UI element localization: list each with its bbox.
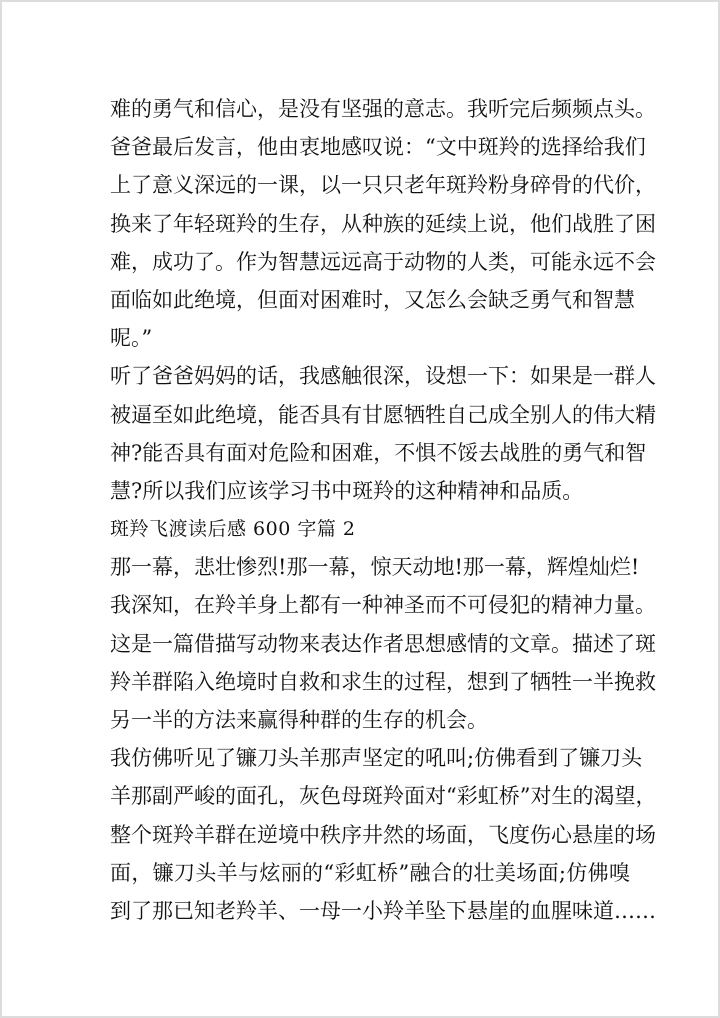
document-body <box>110 90 657 930</box>
section-heading: 斑羚飞渡读后感 600 字篇 2 <box>110 518 356 541</box>
text-line: 到了那已知老羚羊、一母一小羚羊坠下悬崖的血腥味道…… <box>110 898 656 923</box>
text-line: 我仿佛听见了镰刀头羊那声坚定的吼叫;仿佛看到了镰刀头 <box>110 746 643 771</box>
text-line: 面临如此绝境，但面对困难时，又怎么会缺乏勇气和智慧 <box>110 287 635 312</box>
text-line: 难的勇气和信心，是没有坚强的意志。我听完后频频点头。 <box>110 97 656 121</box>
text-line: 羊那副严峻的面孔，灰色母斑羚面对“彩虹桥”对生的渴望， <box>110 784 657 809</box>
text-line: 换来了年轻斑羚的生存，从种族的延续上说，他们战胜了困 <box>110 211 656 236</box>
text-line: 爸爸最后发言，他由衷地感叹说：“文中斑羚的选择给我们 <box>110 135 646 160</box>
text-line: 我深知，在羚羊身上都有一种神圣而不可侵犯的精神力量。 <box>110 593 656 618</box>
text-line: 呢。” <box>110 326 153 351</box>
text-line: 另一半的方法来赢得种群的生存的机会。 <box>110 708 488 732</box>
text-line: 面，镰刀头羊与炫丽的“彩虹桥”融合的壮美场面;仿佛嗅 <box>110 860 630 885</box>
text-line: 羚羊群陷入绝境时自救和求生的过程，想到了牺牲一半挽救 <box>110 669 656 694</box>
text-line: 神?能否具有面对危险和困难，不惧不馁去战胜的勇气和智 <box>110 440 647 465</box>
text-line: 上了意义深远的一课，以一只只老年斑羚粉身碎骨的代价， <box>110 173 656 198</box>
text-line: 难，成功了。作为智慧远远高于动物的人类，可能永远不会 <box>110 249 656 274</box>
text-line: 那一幕，悲壮惨烈!那一幕，惊天动地!那一幕，辉煌灿烂! <box>110 555 640 580</box>
text-line: 慧?所以我们应该学习书中斑羚的这种精神和品质。 <box>110 478 584 503</box>
text-line: 整个斑羚羊群在逆境中秩序井然的场面，飞度伤心悬崖的场 <box>110 822 656 847</box>
text-line: 这是一篇借描写动物来表达作者思想感情的文章。描述了斑 <box>110 631 656 656</box>
text-line: 被逼至如此绝境，能否具有甘愿牺牲自己成全别人的伟大精 <box>110 402 656 427</box>
text-line: 听了爸爸妈妈的话，我感触很深，设想一下：如果是一群人 <box>110 364 656 389</box>
